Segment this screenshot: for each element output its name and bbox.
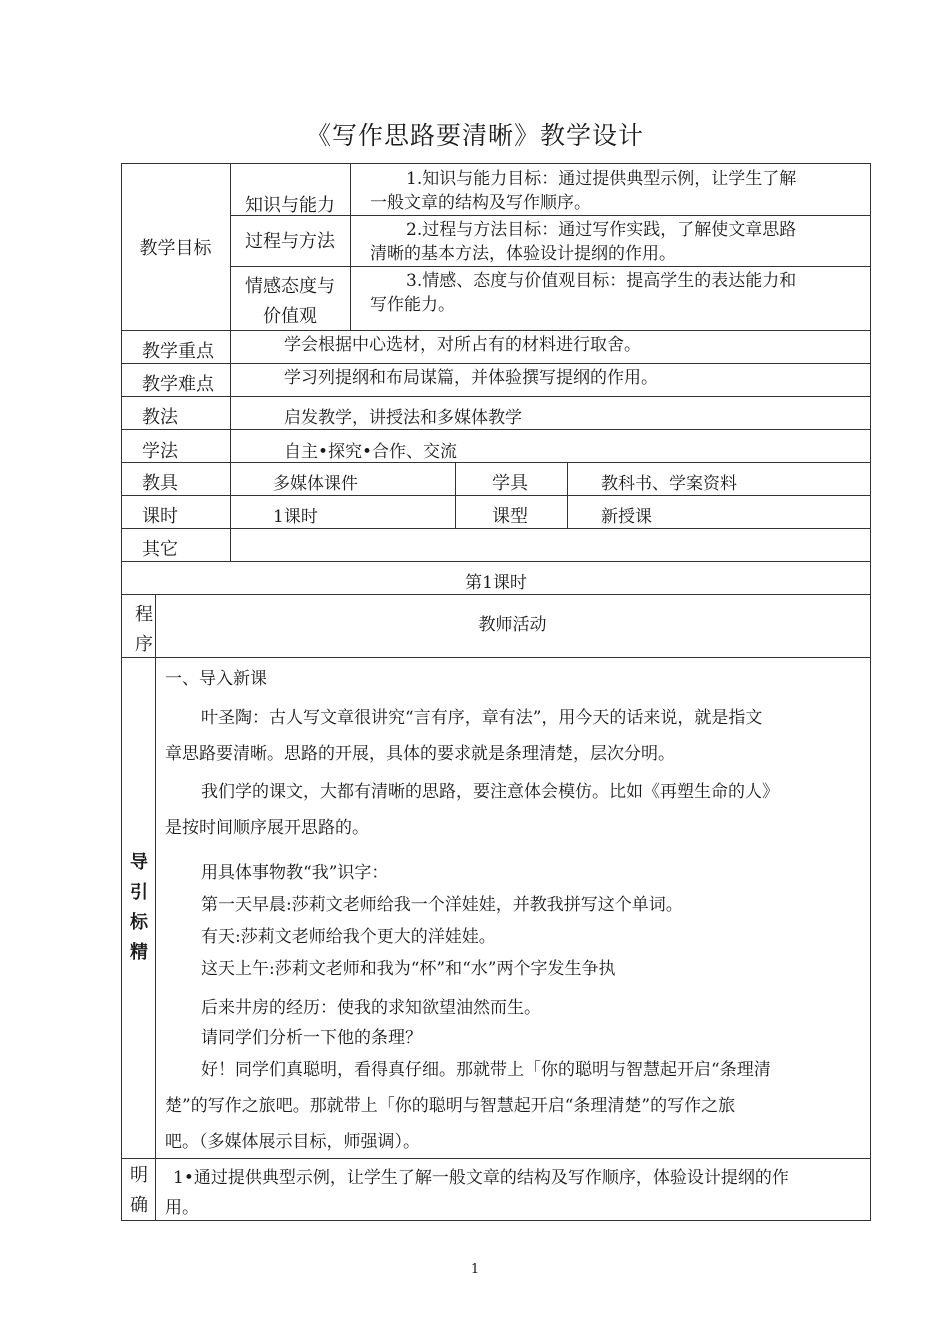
row-label-other: 其它 bbox=[142, 539, 178, 560]
lesson-header: 第1课时 bbox=[465, 573, 527, 593]
row-label-lesson-type: 课型 bbox=[492, 506, 528, 527]
objective-text-knowledge: 1.知识与能力目标：通过提供典型示例，让学生了解 一般文章的结构及写作顺序。 bbox=[370, 169, 797, 213]
row-value-hours: 1课时 bbox=[273, 507, 318, 527]
row-label-hours: 课时 bbox=[142, 506, 178, 527]
column-header-teacher-activity: 教师活动 bbox=[478, 615, 547, 635]
page-number: 1 bbox=[470, 1262, 480, 1277]
row-value-lesson-type: 新授课 bbox=[601, 507, 652, 527]
list-item: 这天上午:莎莉文老师和我为“杯”和“水”两个字发生争执 bbox=[201, 959, 616, 979]
clarify-text: 1•通过提供典型示例，让学生了解一般文章的结构及写作顺序，体验设计提纲的作 用。 bbox=[165, 1168, 789, 1218]
section-label-intro: 导引标精 bbox=[130, 852, 148, 963]
paragraph-ye-shengtao: 叶圣陶：古人写文章很讲究“言有序，章有法”，用今天的话来说，就是指文 章思路要清晰。思路的开展，具体的要求就是条理清楚，层次分明。 bbox=[165, 708, 763, 764]
row-label-difficulty: 教学难点 bbox=[142, 374, 214, 395]
section-heading-intro: 一、导入新课 bbox=[165, 669, 267, 689]
objectives-label: 教学目标 bbox=[139, 238, 212, 259]
section-label-clarify: 明确 bbox=[130, 1165, 148, 1216]
list-item: 有天:莎莉文老师给我个更大的洋娃娃。 bbox=[201, 927, 496, 947]
list-item: 第一天早晨:莎莉文老师给我一个洋娃娃，并教我拼写这个单词。 bbox=[201, 895, 683, 915]
row-label-tools: 教具 bbox=[142, 473, 178, 494]
row-value-student-tools: 教科书、学案资料 bbox=[601, 474, 737, 494]
row-value-tools: 多媒体课件 bbox=[273, 474, 358, 494]
row-value-teaching-method: 启发教学，讲授法和多媒体教学 bbox=[284, 408, 522, 428]
objective-text-attitude: 3.情感、态度与价值观目标：提高学生的表达能力和 写作能力。 bbox=[370, 271, 797, 315]
example-list bbox=[201, 857, 683, 985]
paragraph-praise: 好！同学们真聪明，看得真仔细。那就带上「你的聪明与智慧起开启“条理清 楚”的写作之旅吧。那就带上「你的聪明与智慧起开启“条理清楚”的写作之旅 吧。（多媒体展示目标，师强调）。 bbox=[165, 1060, 771, 1152]
objective-text-process: 2.过程与方法目标：通过写作实践，了解使文章思路 清晰的基本方法，体验设计提纲的作用。 bbox=[370, 220, 797, 264]
row-value-difficulty: 学习列提纲和布局谋篇，并体验撰写提纲的作用。 bbox=[284, 368, 658, 388]
list-item: 用具体事物教“我”识字： bbox=[201, 863, 389, 883]
column-header-procedure: 程序 bbox=[135, 604, 153, 655]
paragraph-textbook-example: 我们学的课文，大都有清晰的思路，要注意体会模仿。比如《再塑生命的人》 是按时间顺序展开思路的。 bbox=[165, 782, 779, 838]
follow-up-text: 后来井房的经历：使我的求知欲望油然而生。 请同学们分析一下他的条理？ bbox=[201, 998, 541, 1048]
objective-label-knowledge: 知识与能力 bbox=[245, 195, 335, 216]
row-label-student-tools: 学具 bbox=[492, 473, 528, 494]
objective-label-attitude: 情感态度与 价值观 bbox=[245, 276, 335, 327]
row-label-key-point: 教学重点 bbox=[142, 341, 214, 362]
page-title: 《写作思路要清晰》教学设计 bbox=[305, 121, 644, 150]
row-value-key-point: 学会根据中心选材，对所占有的材料进行取舍。 bbox=[284, 335, 641, 355]
row-value-learning-method: 自主•探究•合作、交流 bbox=[284, 442, 458, 462]
row-label-learning-method: 学法 bbox=[142, 441, 178, 462]
objective-label-process: 过程与方法 bbox=[245, 231, 335, 252]
row-label-teaching-method: 教法 bbox=[142, 407, 178, 428]
